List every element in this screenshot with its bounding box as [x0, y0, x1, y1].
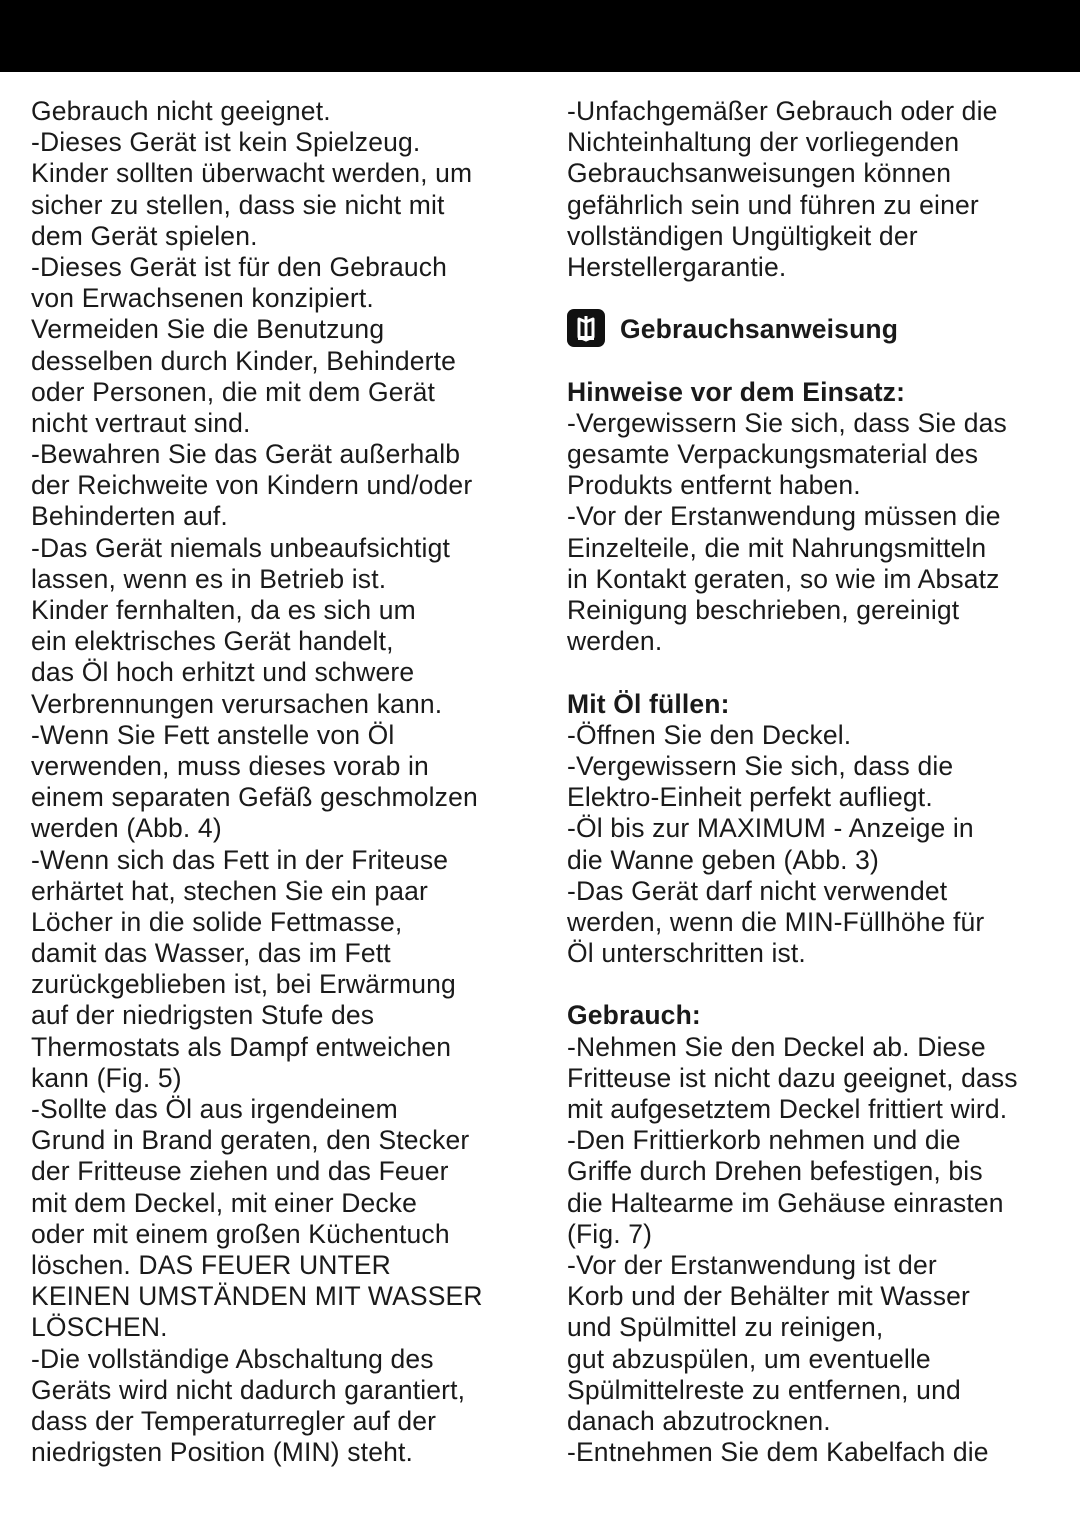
gebrauch-heading: Gebrauch: [567, 1000, 701, 1031]
intro-paragraph [567, 96, 1062, 283]
text-line: -Öl bis zur MAXIMUM - Anzeige in [567, 813, 974, 844]
text-line: -Das Gerät darf nicht verwendet [567, 875, 948, 906]
oel-heading: Mit Öl füllen: [567, 688, 730, 719]
text-line: KEINEN UMSTÄNDEN MIT WASSER [31, 1281, 483, 1312]
text-line: lassen, wenn es in Betrieb ist. [31, 563, 387, 594]
text-line: werden. [567, 626, 663, 657]
text-line: erhärtet hat, stechen Sie ein paar [31, 875, 428, 906]
text-line: in Kontakt geraten, so wie im Absatz [567, 563, 1000, 594]
spacer [567, 969, 1062, 1000]
section-title: Gebrauchsanweisung [620, 314, 899, 345]
text-line: Verbrennungen verursachen kann. [31, 688, 443, 719]
oel-paragraph [567, 720, 1062, 970]
text-line: Fritteuse ist nicht dazu geeignet, dass [567, 1062, 1018, 1093]
text-line: -Wenn Sie Fett anstelle von Öl [31, 719, 395, 750]
text-line: -Vor der Erstanwendung ist der [567, 1249, 937, 1280]
text-line: Vermeiden Sie die Benutzung [31, 314, 385, 345]
section-heading [567, 314, 1062, 345]
text-line: desselben durch Kinder, Behinderte [31, 345, 456, 376]
text-line: verwenden, muss dieses vorab in [31, 750, 429, 781]
text-line: Geräts wird nicht dadurch garantiert, [31, 1374, 466, 1405]
text-line: Grund in Brand geraten, den Stecker [31, 1125, 470, 1156]
text-line: -Die vollständige Abschaltung des [31, 1343, 434, 1374]
text-line: -Unfachgemäßer Gebrauch oder die [567, 96, 998, 126]
text-line: Herstellergarantie. [567, 251, 787, 282]
manual-instructions-icon [567, 309, 605, 347]
text-line: gut abzuspülen, um eventuelle [567, 1343, 931, 1374]
text-line: sicher zu stellen, dass sie nicht mit [31, 189, 445, 220]
header-bar [0, 0, 1080, 72]
text-line: Produkts entfernt haben. [567, 470, 861, 501]
text-line: Korb und der Behälter mit Wasser [567, 1281, 970, 1312]
text-line: ein elektrisches Gerät handelt, [31, 626, 394, 657]
text-line: Einzelteile, die mit Nahrungsmitteln [567, 532, 987, 563]
text-line: -Dieses Gerät ist für den Gebrauch [31, 251, 448, 282]
text-line: damit das Wasser, das im Fett [31, 938, 391, 969]
text-line: Reinigung beschrieben, gereinigt [567, 595, 960, 625]
text-line: (Fig. 7) [567, 1218, 653, 1249]
text-line: Griffe durch Drehen befestigen, bis [567, 1156, 983, 1187]
text-line: das Öl hoch erhitzt und schwere [31, 657, 415, 688]
text-line: Gebrauchsanweisungen können [567, 158, 952, 189]
text-line: mit aufgesetztem Deckel frittiert wird. [567, 1094, 1008, 1124]
text-line: einem separaten Gefäß geschmolzen [31, 782, 478, 813]
text-line: vollständigen Ungültigkeit der [567, 220, 918, 251]
text-line: -Sollte das Öl aus irgendeinem [31, 1094, 398, 1124]
text-line: -Dieses Gerät ist kein Spielzeug. [31, 127, 421, 158]
text-line: der Fritteuse ziehen und das Feuer [31, 1156, 449, 1187]
text-line: kann (Fig. 5) [31, 1062, 182, 1093]
text-line: Gebrauch nicht geeignet. [31, 96, 331, 126]
text-line: Kinder fernhalten, da es sich um [31, 595, 416, 625]
text-line: von Erwachsenen konzipiert. [31, 283, 374, 314]
right-column [567, 96, 1062, 1468]
text-line: niedrigsten Position (MIN) steht. [31, 1437, 413, 1468]
text-line: die Wanne geben (Abb. 3) [567, 844, 879, 875]
text-line: mit dem Deckel, mit einer Decke [31, 1187, 418, 1218]
text-line: Nichteinhaltung der vorliegenden [567, 127, 960, 158]
text-line: -Entnehmen Sie dem Kabelfach die [567, 1437, 989, 1468]
text-line: -Den Frittierkorb nehmen und die [567, 1125, 961, 1156]
text-line: Elektro-Einheit perfekt aufliegt. [567, 782, 933, 813]
text-line: -Vergewissern Sie sich, dass Sie das [567, 407, 1007, 438]
text-line: gesamte Verpackungsmaterial des [567, 439, 979, 470]
text-line: auf der niedrigsten Stufe des [31, 1000, 375, 1031]
text-line: der Reichweite von Kindern und/oder [31, 470, 473, 501]
text-line: danach abzutrocknen. [567, 1405, 831, 1436]
text-line: nicht vertraut sind. [31, 407, 251, 438]
text-line: LÖSCHEN. [31, 1312, 168, 1343]
text-line: -Bewahren Sie das Gerät außerhalb [31, 439, 461, 470]
text-line: dem Gerät spielen. [31, 220, 258, 251]
text-line: dass der Temperaturregler auf der [31, 1405, 437, 1436]
text-line: oder Personen, die mit dem Gerät [31, 376, 435, 407]
text-line: gefährlich sein und führen zu einer [567, 189, 979, 220]
text-line: Behinderten auf. [31, 501, 228, 532]
text-line: Spülmittelreste zu entfernen, und [567, 1374, 961, 1405]
spacer [567, 346, 1062, 377]
text-line: -Nehmen Sie den Deckel ab. Diese [567, 1031, 986, 1062]
hinweise-heading: Hinweise vor dem Einsatz: [567, 376, 906, 407]
text-line: die Haltearme im Gehäuse einrasten [567, 1187, 1004, 1218]
text-line: -Öffnen Sie den Deckel. [567, 719, 852, 750]
text-line: Öl unterschritten ist. [567, 938, 806, 969]
left-column [31, 96, 531, 1468]
text-line: zurückgeblieben ist, bei Erwärmung [31, 969, 456, 1000]
text-line: Thermostats als Dampf entweichen [31, 1031, 452, 1062]
text-line: -Vergewissern Sie sich, dass die [567, 750, 954, 781]
text-line: Kinder sollten überwacht werden, um [31, 158, 473, 189]
text-line: -Vor der Erstanwendung müssen die [567, 501, 1001, 532]
text-line: Löcher in die solide Fettmasse, [31, 906, 403, 937]
text-line: löschen. DAS FEUER UNTER [31, 1249, 391, 1280]
text-line: und Spülmittel zu reinigen, [567, 1312, 884, 1343]
text-line: oder mit einem großen Küchentuch [31, 1218, 450, 1249]
text-line: -Wenn sich das Fett in der Friteuse [31, 844, 449, 875]
spacer [567, 657, 1062, 688]
spacer [567, 283, 1062, 314]
text-line: werden, wenn die MIN-Füllhöhe für [567, 906, 985, 937]
text-line: werden (Abb. 4) [31, 813, 222, 844]
gebrauch-paragraph [567, 1032, 1062, 1469]
text-line: -Das Gerät niemals unbeaufsichtigt [31, 532, 450, 563]
hinweise-paragraph [567, 408, 1062, 658]
